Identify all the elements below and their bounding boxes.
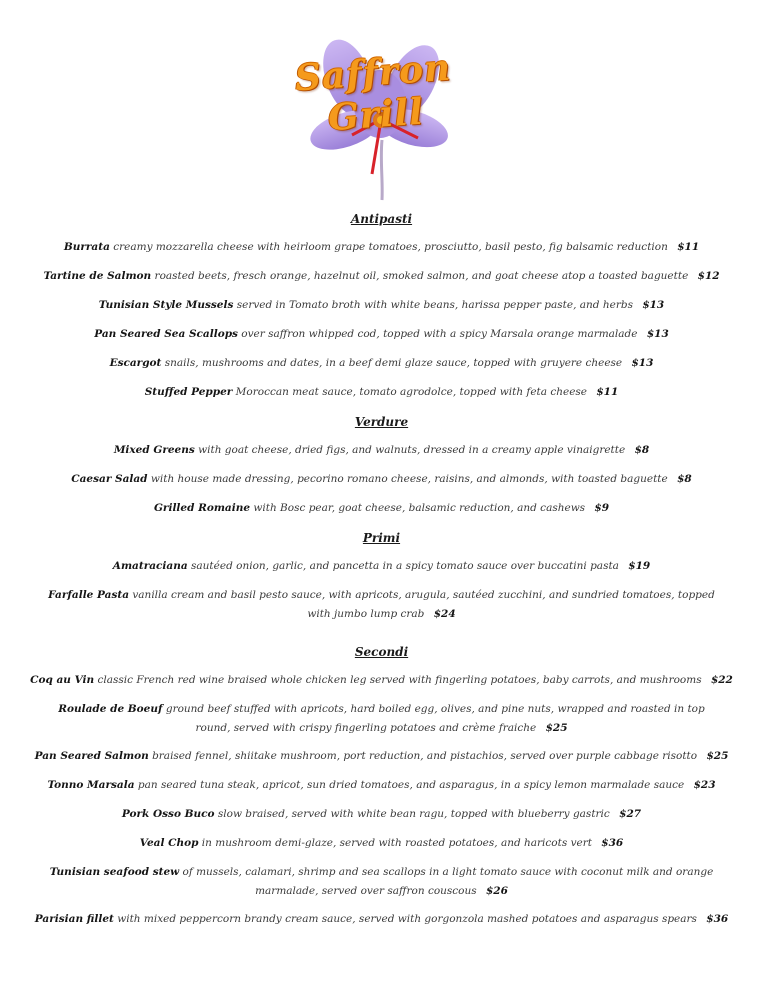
menu-item	[40, 863, 723, 901]
item-description: slow braised, served with white bean ragu, topped with blueberry gastric	[217, 808, 610, 820]
item-price: $9	[594, 502, 610, 514]
item-name: Veal Chop	[139, 837, 199, 849]
menu-item	[20, 671, 743, 690]
item-description: with mixed peppercorn brandy cream sauce, served with gorgonzola mashed potatoes and asparagus spears	[117, 913, 697, 925]
item-price: $23	[693, 779, 716, 791]
menu-item	[40, 700, 723, 738]
menu-item	[20, 383, 743, 402]
item-name: Grilled Romaine	[153, 502, 251, 514]
item-price: $36	[706, 913, 729, 925]
item-description: roasted beets, fresch orange, hazelnut oil, smoked salmon, and goat cheese atop a toasted baguette	[154, 270, 689, 282]
item-description: vanilla cream and basil pesto sauce, with apricots, arugula, sautéed zucchini, and sundried tomatoes, topped with jumbo lump crab	[132, 589, 715, 620]
section-title-verdure: Verdure	[354, 415, 409, 429]
item-name: Parisian fillet	[34, 913, 114, 925]
item-description: pan seared tuna steak, apricot, sun dried tomatoes, and asparagus, in a spicy lemon marmalade sauce	[137, 779, 685, 791]
item-description: served in Tomato broth with white beans, harissa pepper paste, and herbs	[236, 299, 633, 311]
item-name: Amatraciana	[112, 560, 188, 572]
item-description: of mussels, calamari, shrimp and sea scallops in a light tomato sauce with coconut milk and orange marmalade, served over saffron couscous	[182, 866, 714, 897]
item-description: with house made dressing, pecorino romano cheese, raisins, and almonds, with toasted baguette	[150, 473, 668, 485]
item-price: $22	[710, 674, 733, 686]
item-description: ground beef stuffed with apricots, hard boiled egg, olives, and pine nuts, wrapped and roasted in top round, served with crispy fingerling potatoes and crème fraiche	[165, 703, 705, 734]
menu-item	[20, 267, 743, 286]
menu-item	[20, 776, 743, 795]
item-price: $24	[433, 608, 456, 620]
logo-text: Saffron Grill	[293, 46, 453, 140]
item-name: Pan Seared Salmon	[34, 750, 149, 762]
item-price: $11	[596, 386, 619, 398]
item-description: Moroccan meat sauce, tomato agrodolce, topped with feta cheese	[235, 386, 588, 398]
item-description: in mushroom demi-glaze, served with roasted potatoes, and haricots vert	[201, 837, 592, 849]
menu-item	[20, 499, 743, 518]
item-description: with goat cheese, dried figs, and walnuts, dressed in a creamy apple vinaigrette	[198, 444, 626, 456]
item-name: Tunisian seafood stew	[49, 866, 180, 878]
item-name: Pan Seared Sea Scallops	[94, 328, 238, 340]
section-title-primi: Primi	[362, 531, 401, 545]
item-price: $19	[628, 560, 651, 572]
item-price: $11	[677, 241, 700, 253]
item-price: $26	[486, 885, 508, 897]
menu-item	[20, 910, 743, 929]
item-description: over saffron whipped cod, topped with a spicy Marsala orange marmalade	[241, 328, 638, 340]
item-description: creamy mozzarella cheese with heirloom grape tomatoes, prosciutto, basil pesto, fig balsamic reduction	[113, 241, 668, 253]
section-title-antipasti: Antipasti	[350, 212, 413, 226]
item-name: Tonno Marsala	[47, 779, 135, 791]
menu-item	[20, 470, 743, 489]
item-price: $25	[706, 750, 729, 762]
item-name: Escargot	[109, 357, 162, 369]
menu-item	[20, 557, 743, 576]
item-description: with Bosc pear, goat cheese, balsamic reduction, and cashews	[253, 502, 586, 514]
item-name: Pork Osso Buco	[121, 808, 215, 820]
menu-item	[20, 441, 743, 460]
item-name: Stuffed Pepper	[144, 386, 233, 398]
item-price: $36	[601, 837, 624, 849]
item-price: $8	[634, 444, 650, 456]
menu-item	[20, 238, 743, 257]
item-name: Caesar Salad	[71, 473, 148, 485]
item-price: $25	[545, 722, 568, 734]
item-description: snails, mushrooms and dates, in a beef demi glaze sauce, topped with gruyere cheese	[164, 357, 623, 369]
menu-item	[40, 586, 723, 624]
item-description: braised fennel, shiitake mushroom, port reduction, and pistachios, served over purple cabbage risotto	[152, 750, 698, 762]
item-name: Tartine de Salmon	[43, 270, 152, 282]
item-name: Tunisian Style Mussels	[98, 299, 234, 311]
item-name: Burrata	[63, 241, 110, 253]
item-description: sautéed onion, garlic, and pancetta in a spicy tomato sauce over buccatini pasta	[191, 560, 619, 572]
item-price: $27	[619, 808, 642, 820]
menu-item	[20, 325, 743, 344]
menu-item	[20, 296, 743, 315]
item-price: $13	[642, 299, 665, 311]
item-price: $13	[646, 328, 669, 340]
item-price: $13	[631, 357, 654, 369]
menu-item	[20, 834, 743, 853]
menu-item	[20, 747, 743, 766]
item-price: $12	[697, 270, 720, 282]
item-name: Farfalle Pasta	[48, 589, 130, 601]
menu-item	[20, 805, 743, 824]
section-title-secondi: Secondi	[354, 645, 409, 659]
restaurant-logo	[0, 0, 763, 205]
item-description: classic French red wine braised whole chicken leg served with fingerling potatoes, baby carrots, and mushrooms	[97, 674, 702, 686]
item-name: Roulade de Boeuf	[58, 703, 163, 715]
item-name: Coq au Vin	[30, 674, 95, 686]
item-price: $8	[677, 473, 692, 485]
item-name: Mixed Greens	[113, 444, 195, 456]
menu-item	[20, 354, 743, 373]
